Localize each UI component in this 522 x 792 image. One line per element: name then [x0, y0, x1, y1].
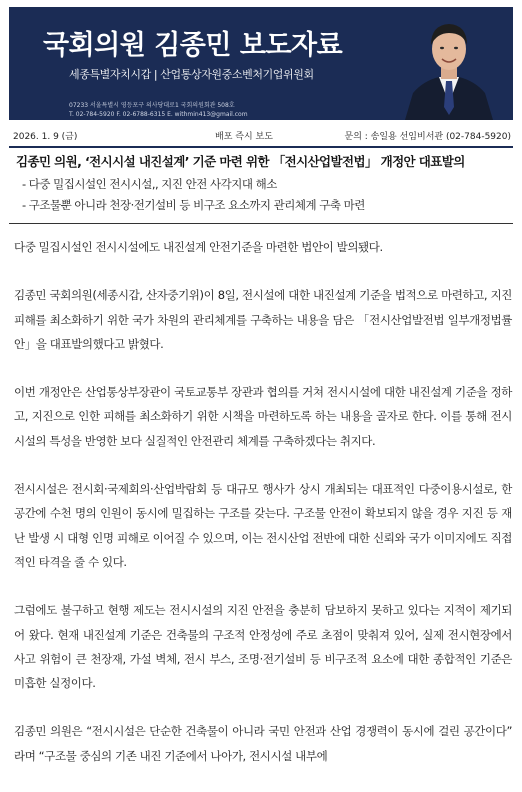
headline-bullets	[22, 176, 365, 218]
body-paragraph: 김종민 의원은 “전시시설은 단순한 건축물이 아니라 국민 안전과 산업 경쟁력이 동시에 걸린 공간이다” 라며 “구조물 중심의 기존 내진 기준에서 나아가, 전시시설 내부에	[14, 724, 512, 763]
body-paragraph: 김종민 국회의원(세종시갑, 산자중기위)이 8일, 전시설에 대한 내진설계 기준을 법적으로 마련하고, 지진 피해를 최소화하기 위한 국가 차원의 관리체계를 구축하는 내용을 담은 「전시산업발전법 일부개정법률안」을 대표발의했다고 밝혔다.	[14, 288, 512, 351]
header-address	[69, 101, 248, 119]
body-paragraph: 전시시설은 전시회·국제회의·산업박람회 등 대규모 행사가 상시 개최되는 대표적인 다중이용시설로, 한 공간에 수천 명의 인원이 동시에 밀집하는 구조를 갖는다. 구조물 안전이 확보되지 않을 경우 지진 등 재난 발생 시 대형 인명 피해로 이어질 수 있으며, 이는 전시산업 전반에 대한 신뢰와 국가 이미지에도 직접적인 타격을 줄 수 있다.	[14, 482, 512, 569]
article-body	[14, 235, 512, 792]
body-paragraph: 이번 개정안은 산업통상부장관이 국토교통부 장관과 협의를 거쳐 전시시설에 대한 내진설계 기준을 정하고, 지진으로 인한 피해를 최소화하기 위한 시책을 마련하도록 하는 내용을 골자로 한다. 이를 통해 전시시설의 특성을 반영한 보다 실질적인 안전관리 체계를 구축하겠다는 취지다.	[14, 385, 512, 448]
release-date: 2026. 1. 9 (금)	[13, 132, 78, 142]
divider	[9, 146, 513, 148]
lawmaker-portrait-image	[403, 11, 495, 120]
contact-info: 문의 : 송일용 선임비서관 (02-784-5920)	[344, 132, 511, 142]
release-meta	[9, 127, 513, 143]
headline-bullet: - 구조물뿐 아니라 천장·전기설비 등 비구조 요소까지 관리체계 구축 마련	[22, 198, 365, 212]
headline-title: 김종민 의원, ‘전시시설 내진설계’ 기준 마련 위한 「전시산업발전법」 개정안 대표발의	[16, 154, 465, 169]
header-contact-line: T. 02-784-5920 F. 02-6788-6315 E. withmin413@gmail.com	[69, 111, 248, 118]
header-address-line: 07233 서울특별시 영등포구 의사당대로1 국회의원회관 508호	[69, 102, 235, 109]
body-paragraph: 그럼에도 불구하고 현행 제도는 전시시설의 지진 안전을 충분히 담보하지 못하고 있다는 지적이 제기되어 왔다. 현재 내진설계 기준은 건축물의 구조적 안정성에 주로 초점이 맞춰져 있어, 실제 전시현장에서 사고 위험이 큰 천장재, 가설 벽체, 전시 부스, 조명·전기설비 등 비구조적 요소에 대한 종합적인 기준은 미흡한 실정이다.	[14, 603, 512, 691]
header-subtitle: 세종특별자치시갑 | 산업통상자원중소벤처기업위원회	[69, 68, 314, 81]
release-timing: 배포 즉시 보도	[215, 132, 273, 142]
header-title: 국회의원 김종민 보도자료	[43, 30, 343, 61]
press-release-header	[9, 7, 513, 120]
headline-bullet: - 다중 밀집시설인 전시시설,, 지진 안전 사각지대 해소	[22, 177, 277, 191]
body-paragraph: 다중 밀집시설인 전시시설에도 내진설계 안전기준을 마련한 법안이 발의됐다.	[14, 240, 383, 254]
divider	[9, 223, 513, 224]
